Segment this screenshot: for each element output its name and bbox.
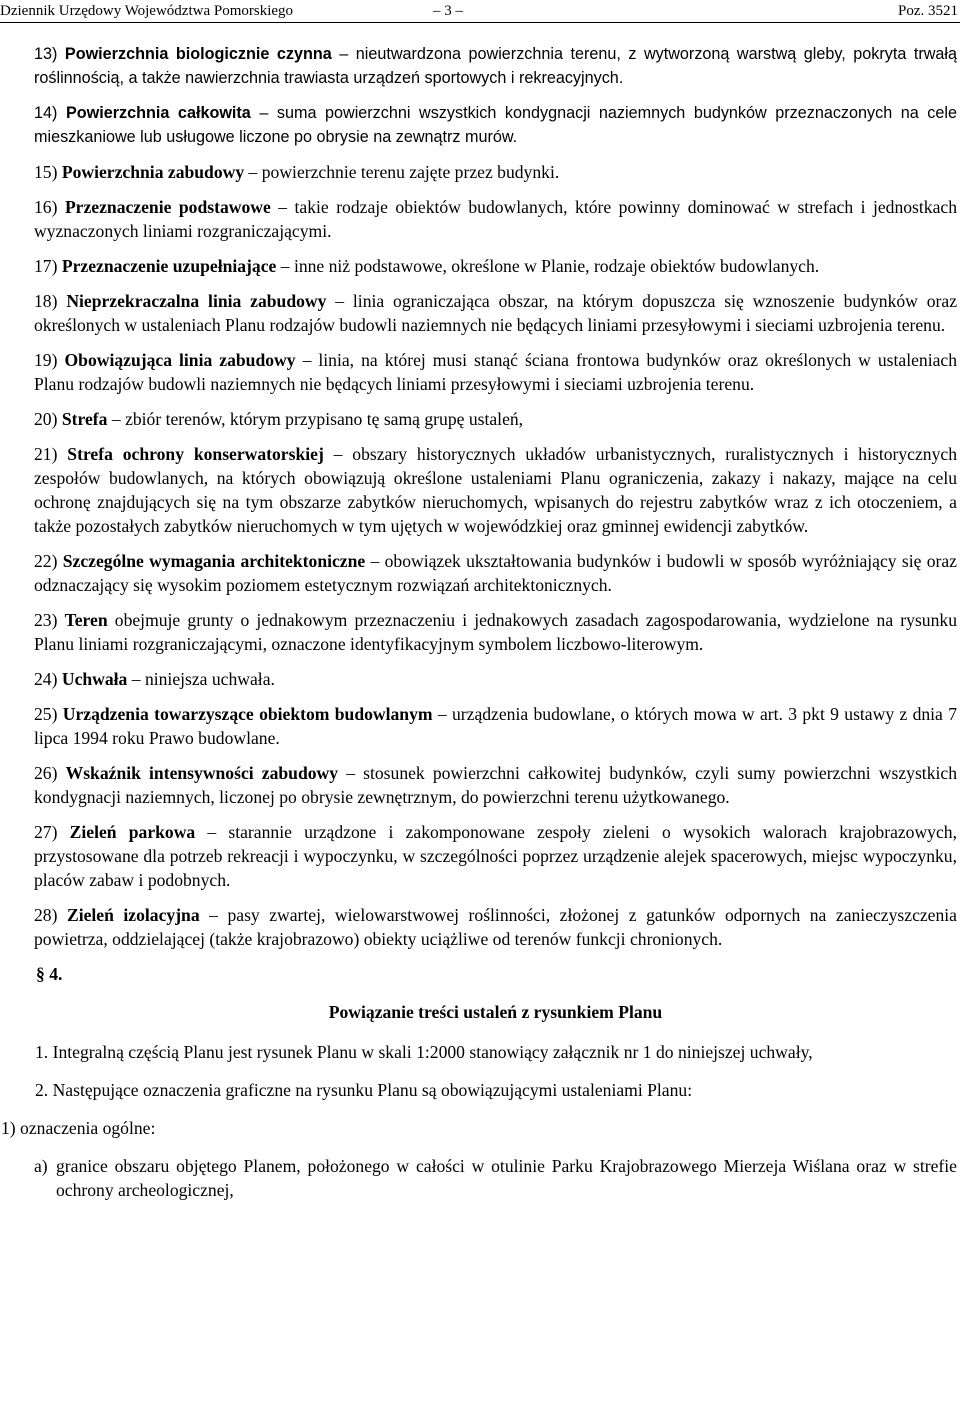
definition-text: – nieutwardzona powierzchnia terenu, z wytworzoną warstwą gleby, pokryta trwałą roślinnością, a także nawierzchnia trawiasta urządzeń sportowych i rekreacyjnych. bbox=[34, 45, 958, 87]
definition-text: – powierzchnie terenu zajęte przez budynki. bbox=[244, 162, 560, 182]
definition-text: – obszary historycznych układów urbanistycznych, ruralistycznych i historycznych zespołów budowlanych, na których obowiązują określone ustaleniami Planu ograniczenia, zakazy i nakazy, mające na celu ochronę znajdujących się na tym obszarze zabytków nieruchomych, wpisanych do rejestru zabytków wraz z ich otoczeniem, a także pozostałych zabytków nieruchomych w tym ujętych w wojewódzkiej oraz gminnej ewidencji zabytków. bbox=[34, 444, 957, 536]
definition-item: 18) Nieprzekraczalna linia zabudowy – linia ograniczająca obszar, na którym dopuszcza się wznoszenie budynków oraz określonych w ustaleniach Planu rodzajów budowli naziemnych nie będących liniami przesyłowymi i sieciami uzbrojenia terenu. bbox=[34, 291, 957, 335]
definition-item: 13) Powierzchnia biologicznie czynna – nieutwardzona powierzchnia terenu, z wytworzoną warstwą gleby, pokryta trwałą roślinnością, a także nawierzchnia trawiasta urządzeń sportowych i rekreacyjnych. bbox=[34, 45, 958, 87]
defined-term: Powierzchnia całkowita bbox=[65, 104, 251, 122]
definition-item: 17) Przeznaczenie uzupełniające – inne niż podstawowe, określone w Planie, rodzaje obiektów budowlanych. bbox=[34, 256, 820, 276]
defined-term: Powierzchnia zabudowy bbox=[61, 162, 245, 182]
definition-item: 25) Urządzenia towarzyszące obiektom budowlanym – urządzenia budowlane, o których mowa w art. 3 pkt 9 ustawy z dnia 7 lipca 1994 roku Prawo budowlane. bbox=[34, 704, 957, 748]
definition-text: – linia ograniczająca obszar, na którym dopuszcza się wznoszenie budynków oraz określonych w ustaleniach Planu rodzajów budowli naziemnych nie będących liniami przesyłowymi i sieciami uzbrojenia terenu. bbox=[34, 291, 957, 335]
page-header bbox=[0, 0, 960, 23]
position-number: Poz. 3521 bbox=[898, 3, 958, 19]
definition-item: 21) Strefa ochrony konserwatorskiej – obszary historycznych układów urbanistycznych, ruralistycznych i historycznych zespołów budowlanych, na których obowiązują określone ustaleniami Planu ograniczenia, zakazy i nakazy, mające na celu ochronę znajdujących się na tym obszarze zabytków nieruchomych, wpisanych do rejestru zabytków wraz z ich otoczeniem, a także pozostałych zabytków nieruchomych w tym ujętych w wojewódzkiej oraz gminnej ewidencji zabytków. bbox=[34, 444, 957, 536]
sub-item-label: a) bbox=[34, 1156, 48, 1176]
defined-term: Szczególne wymagania architektoniczne bbox=[62, 551, 366, 571]
document-body bbox=[1, 42, 958, 1202]
defined-term: Urządzenia towarzyszące obiektom budowlanym bbox=[62, 704, 433, 724]
defined-term: Strefa bbox=[61, 409, 108, 429]
defined-term: Zieleń izolacyjna bbox=[66, 905, 200, 925]
definition-text: – takie rodzaje obiektów budowlanych, które powinny dominować w strefach i jednostkach wyznaczonych liniami rozgraniczającymi. bbox=[34, 197, 957, 241]
sub-item bbox=[34, 1154, 957, 1202]
journal-title: Dziennik Urzędowy Województwa Pomorskiego bbox=[0, 3, 294, 19]
numbered-paragraph: 1. Integralną częścią Planu jest rysunek Planu w skali 1:2000 stanowiący załącznik nr 1 do niniejszej uchwały, bbox=[35, 1042, 813, 1062]
numbered-paragraph: 2. Następujące oznaczenia graficzne na rysunku Planu są obowiązującymi ustaleniami Planu: bbox=[35, 1080, 693, 1100]
defined-term: Zieleń parkowa bbox=[69, 822, 196, 842]
definition-item: 22) Szczególne wymagania architektoniczne – obowiązek ukształtowania budynków i budowli w sposób wyróżniający się oraz odznaczający się wysokim poziomem estetycznym rozwiązań architektonicznych. bbox=[34, 551, 957, 595]
definition-item: 15) Powierzchnia zabudowy – powierzchnie terenu zajęte przez budynki. bbox=[34, 162, 560, 182]
definition-item: 19) Obowiązująca linia zabudowy – linia, na której musi stanąć ściana frontowa budynków oraz określonych w ustaleniach Planu rodzajów budowli naziemnych nie będących liniami przesyłowymi i sieciami uzbrojenia terenu. bbox=[34, 350, 958, 394]
definition-text: – inne niż podstawowe, określone w Planie, rodzaje obiektów budowlanych. bbox=[276, 256, 820, 276]
definition-text: – urządzenia budowlane, o których mowa w art. 3 pkt 9 ustawy z dnia 7 lipca 1994 roku Prawo budowlane. bbox=[34, 704, 957, 748]
definition-item: 24) Uchwała – niniejsza uchwała. bbox=[34, 669, 275, 689]
definition-item: 14) Powierzchnia całkowita – suma powierzchni wszystkich kondygnacji naziemnych budynków przeznaczonych na cele mieszkaniowe lub usługowe liczone po obrysie na zewnątrz murów. bbox=[34, 104, 957, 146]
definition-text: – stosunek powierzchni całkowitej budynków, czyli sumy powierzchni wszystkich kondygnacji naziemnych, liczonej po obrysie zewnętrznym, do powierzchni terenu użytkowanego. bbox=[34, 763, 957, 807]
defined-term: Teren bbox=[64, 610, 108, 630]
defined-term: Powierzchnia biologicznie czynna bbox=[64, 45, 332, 63]
definition-text: – obowiązek ukształtowania budynków i budowli w sposób wyróżniający się oraz odznaczający się wysokim poziomem estetycznym rozwiązań architektonicznych. bbox=[34, 551, 957, 595]
definition-text: – zbiór terenów, którym przypisano tę samą grupę ustaleń, bbox=[107, 409, 524, 429]
defined-term: Wskaźnik intensywności zabudowy bbox=[65, 763, 339, 783]
defined-term: Obowiązująca linia zabudowy bbox=[64, 350, 296, 370]
definition-text: – linia, na której musi stanąć ściana frontowa budynków oraz określonych w ustaleniach Planu rodzajów budowli naziemnych nie będących liniami przesyłowymi i sieciami uzbrojenia terenu. bbox=[34, 350, 958, 394]
section-heading: Powiązanie treści ustaleń z rysunkiem Planu bbox=[328, 1002, 663, 1022]
definition-text: – pasy zwartej, wielowarstwowej roślinności, złożonej z gatunków odpornych na zanieczyszczenia powietrza, oddzielającej (także krajobrazowo) obiekty uciążliwe od terenów funkcji chronionych. bbox=[34, 905, 957, 949]
definition-item: 27) Zieleń parkowa – starannie urządzone i zakomponowane zespoły zieleni o wysokich walorach krajobrazowych, przystosowane dla potrzeb rekreacji i wypoczynku, w szczególności poprzez urządzenie alejek spacerowych, miejsc wypoczynku, placów zabaw i podobnych. bbox=[34, 822, 957, 890]
defined-term: Przeznaczenie podstawowe bbox=[64, 197, 271, 217]
defined-term: Strefa ochrony konserwatorskiej bbox=[67, 444, 324, 464]
defined-term: Nieprzekraczalna linia zabudowy bbox=[66, 291, 327, 311]
definition-item: 23) Teren obejmuje grunty o jednakowym przeznaczeniu i jednakowych zasadach zagospodarowania, wydzielone na rysunku Planu liniami rozgraniczającymi, oznaczone identyfikacyjnym symbolem liczbowo-literowym. bbox=[34, 610, 957, 654]
definition-item: 20) Strefa – zbiór terenów, którym przypisano tę samą grupę ustaleń, bbox=[34, 409, 524, 429]
definition-item: 16) Przeznaczenie podstawowe – takie rodzaje obiektów budowlanych, które powinny dominować w strefach i jednostkach wyznaczonych liniami rozgraniczającymi. bbox=[34, 197, 957, 241]
page-number: – 3 – bbox=[433, 3, 463, 19]
defined-term: Uchwała bbox=[61, 669, 128, 689]
numbered-paragraph: 1) oznaczenia ogólne: bbox=[1, 1118, 156, 1138]
definition-text: – niniejsza uchwała. bbox=[127, 669, 275, 689]
paragraph-sign: § 4. bbox=[36, 964, 63, 984]
definition-item: 28) Zieleń izolacyjna – pasy zwartej, wielowarstwowej roślinności, złożonej z gatunków odpornych na zanieczyszczenia powietrza, oddzielającej (także krajobrazowo) obiekty uciążliwe od terenów funkcji chronionych. bbox=[34, 905, 957, 949]
definition-item: 26) Wskaźnik intensywności zabudowy – stosunek powierzchni całkowitej budynków, czyli sumy powierzchni wszystkich kondygnacji naziemnych, liczonej po obrysie zewnętrznym, do powierzchni terenu użytkowanego. bbox=[34, 763, 957, 807]
definition-text: – suma powierzchni wszystkich kondygnacji naziemnych budynków przeznaczonych na cele mieszkaniowe lub usługowe liczone po obrysie na zewnątrz murów. bbox=[34, 104, 957, 146]
definition-text: – starannie urządzone i zakomponowane zespoły zieleni o wysokich walorach krajobrazowych, przystosowane dla potrzeb rekreacji i wypoczynku, w szczególności poprzez urządzenie alejek spacerowych, miejsc wypoczynku, placów zabaw i podobnych. bbox=[34, 822, 957, 890]
defined-term: Przeznaczenie uzupełniające bbox=[61, 256, 277, 276]
definition-text: obejmuje grunty o jednakowym przeznaczeniu i jednakowych zasadach zagospodarowania, wydzielone na rysunku Planu liniami rozgraniczającymi, oznaczone identyfikacyjnym symbolem liczbowo-literowym. bbox=[34, 610, 957, 654]
sub-item-text: granice obszaru objętego Planem, położonego w całości w otulinie Parku Krajobrazowego Mierzeja Wiślana oraz w strefie ochrony archeologicznej, bbox=[56, 1156, 957, 1200]
